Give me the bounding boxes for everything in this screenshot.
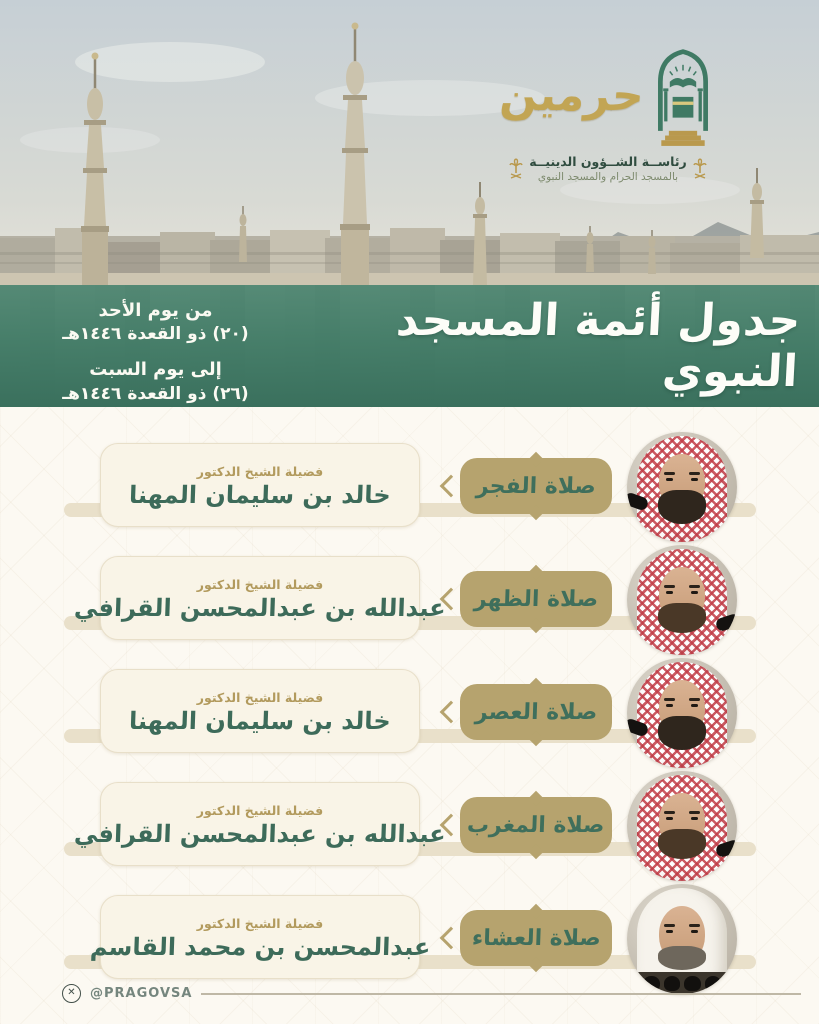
imam-honorific: فضيلة الشيخ الدكتور xyxy=(196,576,324,592)
prayer-label: صلاة الظهر xyxy=(473,586,599,612)
badge-chevron-ornament xyxy=(440,701,463,724)
footer xyxy=(62,980,801,1006)
brow xyxy=(689,811,700,814)
org-name-line1: رئاســة الشــؤون الدينيــة xyxy=(529,154,687,169)
imam-honorific: فضيلة الشيخ الدكتور xyxy=(196,802,324,818)
prayer-badge-maghrib xyxy=(460,797,612,853)
eye xyxy=(691,817,698,820)
date-to xyxy=(38,358,273,405)
badge-ornament xyxy=(528,505,544,521)
footer-divider-line xyxy=(201,993,801,995)
brow xyxy=(689,585,700,588)
imam-honorific: فضيلة الشيخ الدكتور xyxy=(196,463,324,479)
imam-card xyxy=(100,443,420,527)
badge-ornament xyxy=(528,678,544,694)
imam-photo-abdulmohsen-al-qasim xyxy=(627,884,737,994)
schedule-row-isha xyxy=(0,867,819,980)
prayer-label: صلاة المغرب xyxy=(466,812,606,838)
date-from-day: من يوم الأحد xyxy=(98,300,213,321)
imam-name: خالد بن سليمان المهنا xyxy=(128,480,392,509)
badge-chevron-ornament xyxy=(440,927,463,950)
imam-card xyxy=(100,669,420,753)
eye xyxy=(666,930,673,933)
brow xyxy=(664,924,675,927)
org-name-line2: بالمسجد الحرام والمسجد النبوي xyxy=(537,171,679,183)
prayer-badge-isha xyxy=(460,910,612,966)
prayer-badge-dhuhr xyxy=(460,571,612,627)
date-from xyxy=(38,299,273,346)
imam-name: خالد بن سليمان المهنا xyxy=(128,706,392,735)
schedule-row-maghrib xyxy=(0,754,819,867)
brow xyxy=(664,472,675,475)
imam-name: عبدالله بن عبدالمحسن القرافي xyxy=(73,593,447,622)
badge-ornament xyxy=(528,731,544,747)
prayer-label: صلاة العصر xyxy=(474,699,598,725)
eye xyxy=(691,591,698,594)
eye xyxy=(666,704,673,707)
prayer-label: صلاة الفجر xyxy=(475,473,597,499)
beard xyxy=(658,946,706,970)
imam-name: عبدالله بن عبدالمحسن القرافي xyxy=(73,819,447,848)
beard xyxy=(658,603,706,633)
beard xyxy=(658,716,706,750)
prayer-schedule-list xyxy=(0,415,819,980)
beard xyxy=(658,829,706,859)
badge-ornament xyxy=(528,791,544,807)
imam-honorific: فضيلة الشيخ الدكتور xyxy=(196,915,324,931)
schedule-row-dhuhr xyxy=(0,528,819,641)
palm-swords-icon xyxy=(509,158,523,180)
imam-photo-abdullah-al-qarafi xyxy=(627,771,737,881)
imam-name: عبدالمحسن بن محمد القاسم xyxy=(89,932,431,961)
prayer-label: صلاة العشاء xyxy=(471,925,601,951)
imam-card xyxy=(89,895,431,979)
imam-photo-khalid-al-muhanna xyxy=(627,432,737,542)
date-range xyxy=(38,299,273,417)
logo-wordmark: حرمين xyxy=(498,69,646,121)
eye xyxy=(666,591,673,594)
badge-ornament xyxy=(528,565,544,581)
prayer-badge-asr xyxy=(460,684,612,740)
eye xyxy=(691,704,698,707)
date-to-day: إلى يوم السبت xyxy=(89,359,222,381)
date-from-date: (٢٠) ذو القعدة ١٤٤٦هـ xyxy=(62,324,249,345)
beard xyxy=(658,490,706,524)
eye xyxy=(691,478,698,481)
imam-honorific: فضيلة الشيخ الدكتور xyxy=(196,689,324,705)
title-banner xyxy=(0,285,819,410)
prayer-badge-fajr xyxy=(460,458,612,514)
date-to-date: (٢٦) ذو القعدة ١٤٤٦هـ xyxy=(62,383,249,404)
brow xyxy=(664,585,675,588)
imam-photo-abdullah-al-qarafi xyxy=(627,545,737,655)
eye xyxy=(691,930,698,933)
badge-ornament xyxy=(528,904,544,920)
mosque-arch-quran-kaaba-emblem-icon xyxy=(650,42,716,148)
badge-ornament xyxy=(528,957,544,973)
brow xyxy=(689,698,700,701)
schedule-row-fajr xyxy=(0,415,819,528)
poster-title: جدول أئمة المسجد النبوي xyxy=(394,295,802,397)
brow xyxy=(689,924,700,927)
eye xyxy=(666,817,673,820)
badge-ornament xyxy=(528,452,544,468)
brow xyxy=(664,698,675,701)
social-handle: @PRAGOVSA xyxy=(90,985,193,1001)
badge-ornament xyxy=(528,618,544,634)
imam-card xyxy=(73,556,447,640)
brow xyxy=(689,472,700,475)
palm-swords-icon xyxy=(693,158,707,180)
brow xyxy=(664,811,675,814)
imam-card xyxy=(73,782,447,866)
haramain-logo xyxy=(498,42,718,183)
schedule-row-asr xyxy=(0,641,819,754)
badge-ornament xyxy=(528,844,544,860)
imam-photo-khalid-al-muhanna xyxy=(627,658,737,768)
eye xyxy=(666,478,673,481)
x-social-icon: ✕ xyxy=(62,984,81,1003)
badge-chevron-ornament xyxy=(440,475,463,498)
